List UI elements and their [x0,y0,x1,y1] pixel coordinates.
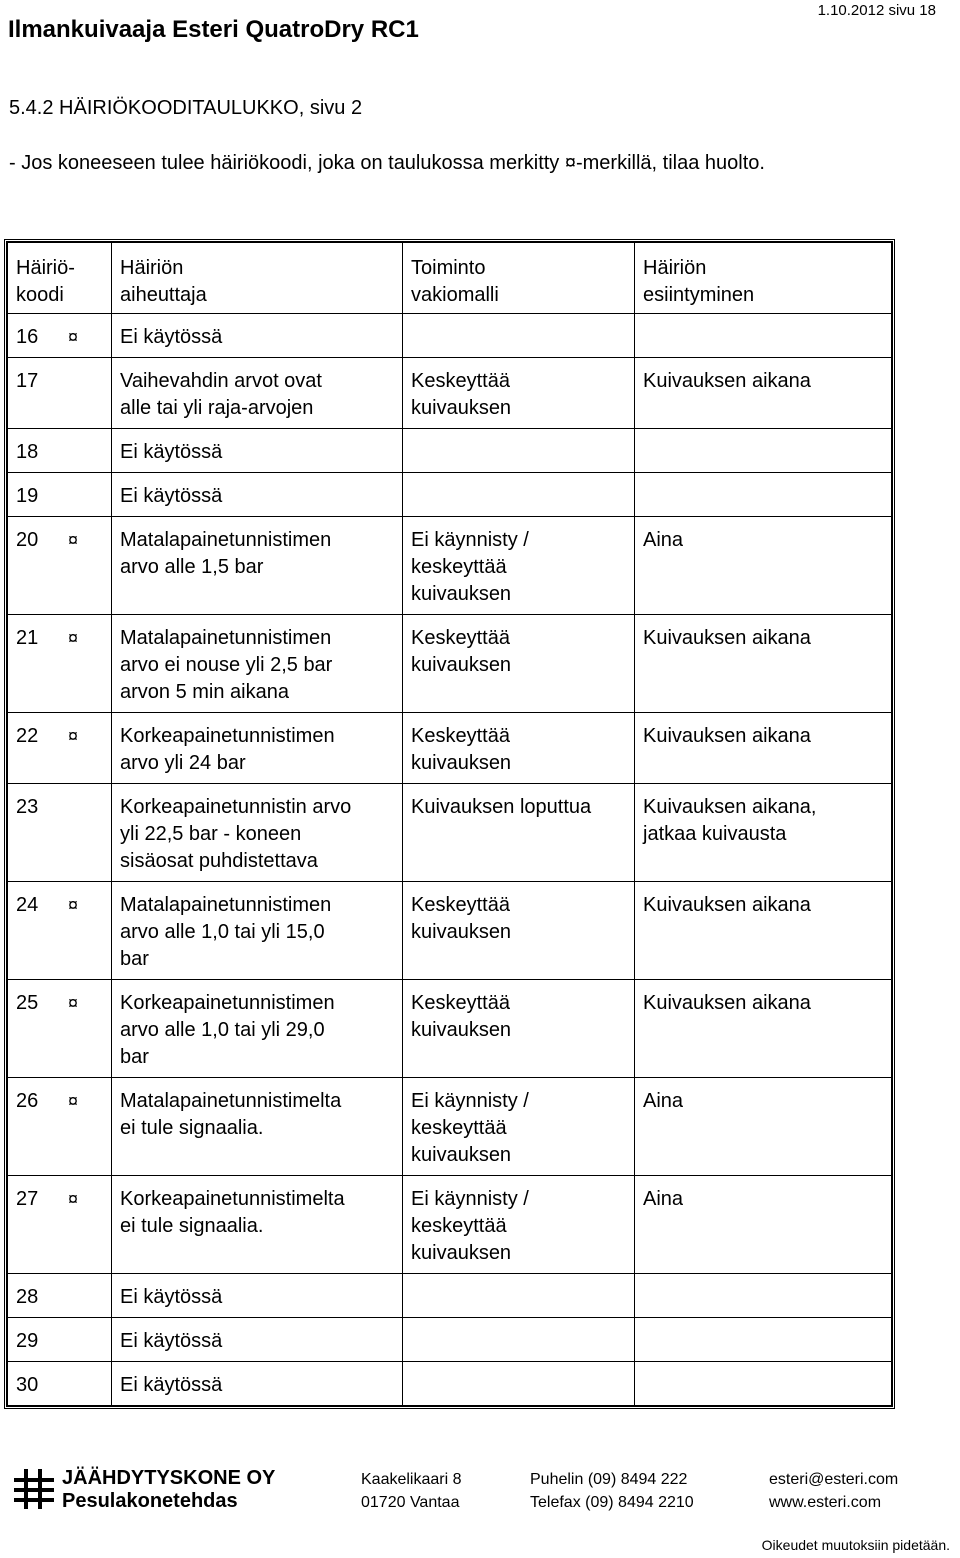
fault-code: 29 [16,1330,39,1352]
fault-cause: Matalapainetunnistimelta ei tule signaalia. [112,1078,403,1176]
standard-action [403,429,635,473]
fault-cause: Matalapainetunnistimen arvo alle 1,5 bar [112,517,403,615]
standard-action: Keskeyttää kuivauksen [403,882,635,980]
table-row [8,358,892,429]
code-cell [8,1274,112,1318]
table-row [8,713,892,784]
company-name [62,1467,275,1513]
table-row [8,615,892,713]
fault-occurrence: Kuivauksen aikana [635,615,892,713]
fault-occurrence [635,473,892,517]
website-link[interactable]: www.esteri.com [769,1494,882,1511]
fault-code: 18 [16,441,39,463]
fault-code: 24 [16,894,39,916]
standard-action: Keskeyttää kuivauksen [403,358,635,429]
fault-cause: Korkeapainetunnistimen arvo yli 24 bar [112,713,403,784]
code-cell [8,517,112,615]
code-cell [8,1362,112,1406]
fault-code: 22 [16,725,39,747]
fault-occurrence: Kuivauksen aikana [635,980,892,1078]
fault-cause: Ei käytössä [112,1362,403,1406]
fault-cause: Korkeapainetunnistimen arvo alle 1,0 tai yli 29,0 bar [112,980,403,1078]
code-cell [8,1318,112,1362]
fault-cause: Matalapainetunnistimen arvo alle 1,0 tai yli 15,0 bar [112,882,403,980]
fault-cause: Vaihevahdin arvot ovat alle tai yli raja-arvojen [112,358,403,429]
fault-code: 28 [16,1286,39,1308]
phone-number: Puhelin (09) 8494 222 [530,1471,688,1488]
table-row [8,1078,892,1176]
fault-occurrence [635,314,892,358]
fault-code: 20 [16,529,39,551]
standard-action: Ei käynnisty / keskeyttää kuivauksen [403,1078,635,1176]
fault-cause: Matalapainetunnistimen arvo ei nouse yli 2,5 bar arvon 5 min aikana [112,615,403,713]
code-cell [8,713,112,784]
fault-occurrence: Aina [635,1078,892,1176]
fault-occurrence: Kuivauksen aikana, jatkaa kuivausta [635,784,892,882]
fax-number: Telefax (09) 8494 2210 [530,1494,694,1511]
intro-note: - Jos koneeseen tulee häiriökoodi, joka on taulukossa merkitty ¤-merkillä, tilaa huolto. [9,152,765,174]
table-row [8,1176,892,1274]
header-occurrence: Häiriön esiintyminen [635,243,892,314]
fault-occurrence: Kuivauksen aikana [635,713,892,784]
table-row [8,1274,892,1318]
street-address: Kaakelikaari 8 [361,1471,462,1488]
service-mark-icon: ¤ [68,895,79,915]
email-link[interactable]: esteri@esteri.com [769,1471,899,1488]
fault-cause: Ei käytössä [112,429,403,473]
table-body [8,314,892,1406]
fault-cause: Ei käytössä [112,314,403,358]
company-logo-icon [12,1467,56,1511]
fault-occurrence: Kuivauksen aikana [635,882,892,980]
service-mark-icon: ¤ [68,1189,79,1209]
table-header-row [8,243,892,314]
code-cell [8,980,112,1078]
service-mark-icon: ¤ [68,628,79,648]
service-mark-icon: ¤ [68,327,79,347]
footer-contacts [769,1468,898,1514]
fault-cause: Ei käytössä [112,1274,403,1318]
fault-code: 25 [16,992,39,1014]
table-row [8,517,892,615]
header-code: Häiriö- koodi [8,243,112,314]
rights-notice: Oikeudet muutoksiin pidetään. [761,1537,950,1553]
standard-action: Ei käynnisty / keskeyttää kuivauksen [403,1176,635,1274]
date-page-number: 1.10.2012 sivu 18 [817,2,936,19]
fault-occurrence [635,1274,892,1318]
fault-cause: Korkeapainetunnistin arvo yli 22,5 bar - koneen sisäosat puhdistettava [112,784,403,882]
section-title: 5.4.2 HÄIRIÖKOODITAULUKKO, sivu 2 [9,97,363,119]
service-mark-icon: ¤ [68,993,79,1013]
table-row [8,429,892,473]
fault-code: 16 [16,326,39,348]
code-cell [8,473,112,517]
code-cell [8,358,112,429]
code-cell [8,615,112,713]
table-row [8,980,892,1078]
postcode-city: 01720 Vantaa [361,1494,460,1511]
fault-occurrence [635,429,892,473]
footer-phone-fax [530,1468,694,1514]
fault-occurrence: Kuivauksen aikana [635,358,892,429]
standard-action: Keskeyttää kuivauksen [403,713,635,784]
header-action: Toiminto vakiomalli [403,243,635,314]
header-cause: Häiriön aiheuttaja [112,243,403,314]
fault-code: 23 [16,796,39,818]
fault-code: 27 [16,1188,39,1210]
standard-action [403,1362,635,1406]
standard-action: Kuivauksen loputtua [403,784,635,882]
footer-address [361,1468,462,1514]
fault-code: 17 [16,370,39,392]
company-line-1: JÄÄHDYTYSKONE OY [62,1467,276,1489]
fault-code: 19 [16,485,39,507]
code-cell [8,1176,112,1274]
standard-action: Keskeyttää kuivauksen [403,980,635,1078]
table-row [8,882,892,980]
standard-action [403,473,635,517]
standard-action [403,1318,635,1362]
fault-cause: Korkeapainetunnistimelta ei tule signaalia. [112,1176,403,1274]
code-cell [8,314,112,358]
table-row [8,473,892,517]
code-cell [8,784,112,882]
service-mark-icon: ¤ [68,1091,79,1111]
standard-action: Ei käynnisty / keskeyttää kuivauksen [403,517,635,615]
fault-code-table-frame [4,239,895,1409]
standard-action [403,1274,635,1318]
table-row [8,784,892,882]
document-title: Ilmankuivaaja Esteri QuatroDry RC1 [8,16,419,43]
fault-occurrence: Aina [635,1176,892,1274]
service-mark-icon: ¤ [68,726,79,746]
fault-code: 26 [16,1090,39,1112]
company-line-2: Pesulakonetehdas [62,1490,238,1512]
fault-code: 30 [16,1374,39,1396]
table-row [8,1362,892,1406]
table-row [8,1318,892,1362]
fault-code-table [7,242,892,1406]
fault-cause: Ei käytössä [112,1318,403,1362]
code-cell [8,1078,112,1176]
footer [0,1463,960,1558]
code-cell [8,429,112,473]
service-mark-icon: ¤ [68,530,79,550]
code-cell [8,882,112,980]
fault-occurrence [635,1318,892,1362]
fault-cause: Ei käytössä [112,473,403,517]
table-row [8,314,892,358]
fault-occurrence: Aina [635,517,892,615]
fault-code: 21 [16,627,39,649]
standard-action [403,314,635,358]
standard-action: Keskeyttää kuivauksen [403,615,635,713]
fault-occurrence [635,1362,892,1406]
